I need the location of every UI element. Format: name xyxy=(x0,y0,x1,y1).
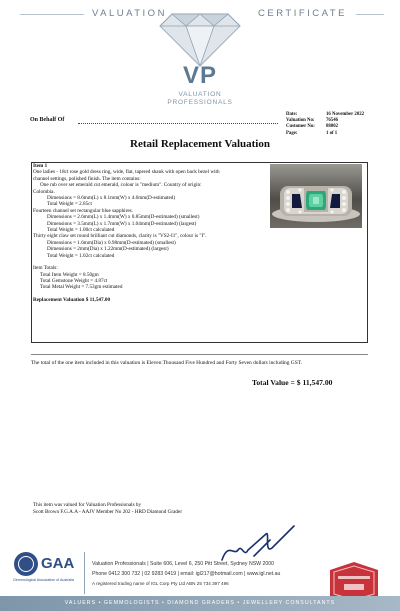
on-behalf-of-line xyxy=(78,123,278,124)
footer-address: Valuation Professionals | Suite 606, Level 6, 250 Pitt Street, Sydney NSW 2000 xyxy=(92,561,275,567)
item-desc-line: One ladies - 18ct rose gold dress ring, wide, flat, tapered shank with open back bezel with xyxy=(33,169,220,176)
sapphire-line: Fourteen channel set rectangular blue sapphires. xyxy=(33,207,133,214)
replacement-valuation: Replacement Valuation $ 11,547.00 xyxy=(33,296,111,303)
emerald-origin: Colombia. xyxy=(33,188,55,195)
total-item-weight: Total Item Weight = 8.50gm xyxy=(40,271,99,278)
emerald-dimensions: Dimensions = 8.6mm(L) x 8.1mm(W) x 4.6mm(D-estimated) xyxy=(47,195,176,202)
valuation-meta xyxy=(286,112,364,137)
sapphire-weight: Total Weight = 1.00ct calculated xyxy=(47,227,115,234)
diamond-line: Thirty eight claw set round brilliant cut diamonds, clarity is "VS2-I1", colour is "I". xyxy=(33,233,207,240)
meta-key: Customer No: xyxy=(286,124,315,130)
gaa-logo-ring xyxy=(18,556,34,572)
meta-key: Page: xyxy=(286,130,298,136)
footer-divider xyxy=(84,552,85,594)
sapphire-dimensions-smallest: Dimensions = 2.6mm(L) x 1.4mm(W) x 0.85mm(D-estimated) (smallest) xyxy=(47,214,200,221)
meta-value: 16 November 2022 xyxy=(326,112,365,117)
logo-line-professionals: PROFESSIONALS xyxy=(167,99,233,106)
meta-key: Valuation No: xyxy=(286,118,315,124)
ring-photo xyxy=(270,164,362,228)
valuer-note xyxy=(33,502,182,515)
header-certificate-word: CERTIFICATE xyxy=(258,8,347,19)
diamond-dimensions-largest: Dimensions = 2mm(Dia) x 1.22mm(D-estimated) (largest) xyxy=(47,246,169,253)
gaa-subtitle: Gemmological Association of Australia xyxy=(13,578,74,582)
gaa-logo-text: GAA xyxy=(41,555,75,572)
footer-contact: Phone 0412 300 732 | 02 9283 0419 | email: igl217@hotmail.com | www.igl.net.au xyxy=(92,571,281,577)
logo-line-valuation: VALUATION xyxy=(178,91,222,98)
header-rule-right xyxy=(356,14,384,15)
section-divider xyxy=(31,354,368,355)
vp-logo-letters: VP xyxy=(182,62,217,89)
meta-value: 76546 xyxy=(326,118,338,124)
total-gemstone-weight: Total Gemstone Weight = 4.87ct xyxy=(40,277,108,284)
meta-value: 1 of 1 xyxy=(326,130,338,136)
total-metal-weight: Total Metal Weight = 7.53gm estimated xyxy=(40,284,123,291)
sapphire-dimensions-largest: Dimensions = 3.5mm(L) x 1.7mm(W) x 1.04mm(D-estimated) (largest) xyxy=(47,220,197,227)
on-behalf-of-label: On Behalf Of xyxy=(30,117,65,123)
document-title: Retail Replacement Valuation xyxy=(130,138,270,150)
footer-registration: A registered trading name of IGL Corp Pty Ltd ABN 25 734 397 496 xyxy=(92,581,229,586)
diamond-weight: Total Weight = 1.02ct calculated xyxy=(47,252,115,259)
emerald-line: One rub over set emerald cut emerald, colour is "medium". Country of origin: xyxy=(40,182,202,189)
valuer-credentials: Scott Brown F.G.A.A - AAJV Member No 202 - HRD Diamond Grader xyxy=(33,508,183,515)
diamond-logo-icon xyxy=(158,10,242,68)
meta-row xyxy=(286,131,364,137)
footer-services: VALUERS • GEMMOLOGISTS • DIAMOND GRADERS • JEWELLERY CONSULTANTS xyxy=(64,600,336,606)
total-summary: The total of the one item included in this valuation is Eleven Thousand Five Hundred and Forty Seven dollars including GST. xyxy=(31,360,302,366)
meta-value: 88002 xyxy=(326,124,338,130)
valuer-line: This item was valued for Valuation Professionals by xyxy=(33,502,142,508)
diamond-dimensions-smallest: Dimensions = 1.6mm(Dia) x 0.98mm(D-estimated) (smallest) xyxy=(47,239,176,246)
emerald-weight: Total Weight = 2.85ct xyxy=(47,201,92,208)
item-desc-line: channel settings, polished finish. The item contains: xyxy=(33,175,141,182)
item-heading: Item 1 xyxy=(33,163,48,169)
item-totals-heading: Item Totals: xyxy=(33,265,58,272)
header-valuation-word: VALUATION xyxy=(92,8,167,19)
item-description xyxy=(33,163,269,303)
header-rule-left xyxy=(20,14,84,15)
meta-key: Date: xyxy=(286,112,298,117)
total-value: Total Value = $ 11,547.00 xyxy=(252,378,333,387)
